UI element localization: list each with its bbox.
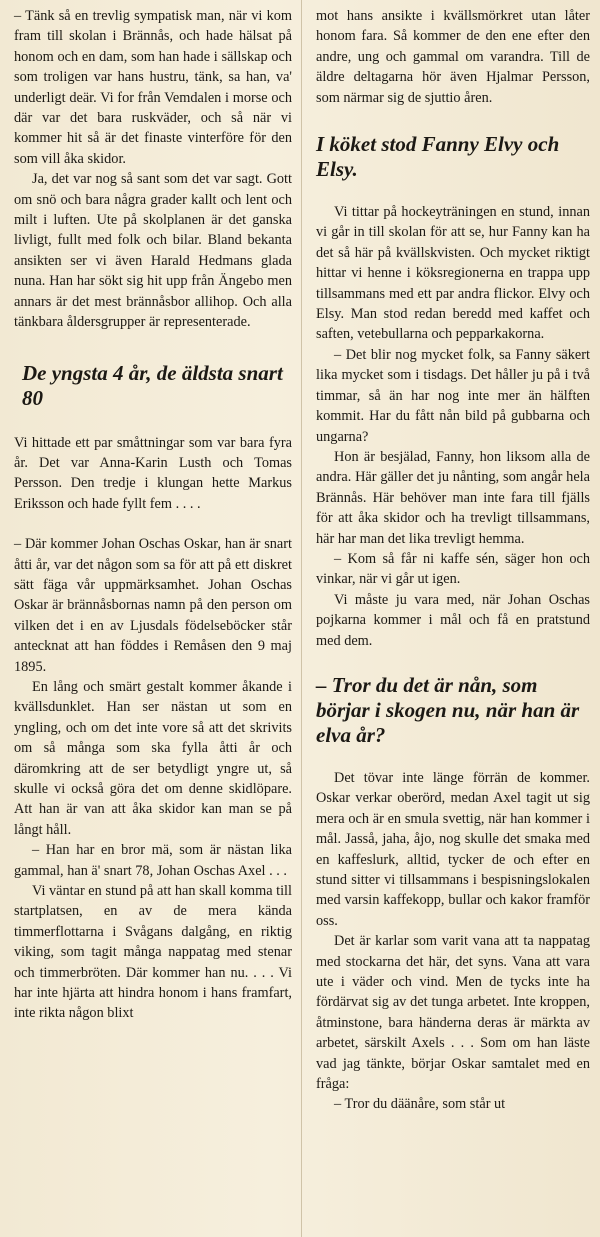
paragraph: Vi hittade ett par småttningar som var bara fyra år. Det var Anna-Karin Lusth och Tomas Persson. Den tredje i klungan hette Markus Eriksson och hade fyllt fem . . . .: [14, 434, 292, 512]
paragraph: Hon är besjälad, Fanny, hon liksom alla de andra. Här gäller det ju nånting, som angår hela Brännås. Här behöver man inte fara till fjälls för att åka skidor och ha trevligt tillsammans, här har man det lika trevligt hemma.: [316, 448, 590, 547]
paragraph: – Kom så får ni kaffe sén, säger hon och vinkar, när vi går ut igen.: [316, 550, 590, 588]
paragraph: mot hans ansikte i kvällsmörkret utan låter honom fara. Så kommer de den ene efter den andre, ung och gammal om varandra. Till de äldre deltagarna hör även Hjalmar Persson, som närmar sig de sjuttio åren.: [316, 8, 590, 106]
paragraph: – Tänk så en trevlig sympatisk man, när vi kom fram till skolan i Brännås, och hade hälsat på honom och en dam, som han hade i sällskap och som troligen var hans hustru, tänk, sa han, va' underligt deär. Vi for från Vemdalen i morse och där var det bara ruskväder, och så när vi kommer hit så är det finaste vinterföre för den som vill åka skidor.: [14, 8, 292, 167]
paragraph: Det tövar inte länge förrän de kommer. Oskar verkar oberörd, medan Axel tagit ut sig mera och är en smula svettig, när han kommer i mål. Jasså, jaha, åjo, nog skulle det smaka med en kaffeslurk, alltid, tycker de och efter en stund sitter vi tillsammans i bespisningslokalen med varsin kaffekopp, bullar och kakor framför oss.: [316, 769, 590, 929]
paragraph: Vi tittar på hockeyträningen en stund, innan vi går in till skolan för att se, hur Fanny kan ha det så här på kvällskvisten. Och mycket riktigt hittar vi henne i köksregionerna en trappa upp tillsammans med ett par andra flickor. Elvy och Elsy. Man stod redan beredd med kaffet och saften, vetebullarna och pepparkakorna.: [316, 204, 590, 343]
paragraph: Det är karlar som varit vana att ta nappatag med stockarna det här, det syns. Vana att vara ute i väder och vind. Men de tycks inte ha fördärvat sig av det tunga arbetet. Inte kroppen, åtminstone, bara händerna deras är märkta av arbetet, särskilt Axels . . . Som om han läste vad jag tänkte, börjar Oskar samtalet med en fråga:: [316, 933, 590, 1093]
section-heading: – Tror du det är nån, som börjar i skogen nu, när han är elva år?: [316, 672, 580, 747]
paragraph: Ja, det var nog så sant som det var sagt. Gott om snö och bara några grader kallt och lent och milt i luften. Ute på skolplanen är det ganska livligt, fullt med folk och bilar. Bland bekanta ansikten ser vi även Harald Hedmans glada nuna. Han har sökt sig hit upp från Ängebo men annars är det mest brännåsbor allihop. Och alla tänkbara åldersgrupper är representerade.: [14, 171, 292, 331]
spacer: [14, 411, 292, 433]
paragraph: – Han har en bror mä, som är nästan lika gammal, han ä' snart 78, Johan Oschas Axel . . .: [14, 842, 292, 879]
paragraph: – Tror du däänåre, som står ut: [334, 1096, 506, 1113]
paragraph: En lång och smärt gestalt kommer åkande i kvällsdunklet. Han ser nästan ut som en yngling, och om det inte vore så att det skrivits om så många som ska fylla åtti år och däromkring att de ser betydligt yngre ut, så skulle vi också göra det om denne skidlöpare. Att han är van att åka skidor kan man se på långt håll.: [14, 678, 292, 838]
column-divider: [301, 0, 302, 1237]
right-column: [306, 0, 600, 1237]
spacer: [14, 514, 292, 534]
paragraph: Vi väntar en stund på att han skall komma till startplatsen, en av de mera kända timmerflottarna i Svågans dalgång, en riktig viking, som tagit många nappatag med stenar och timmerbröten. Där kommer han nu. . . . Vi har inte hjärta att hindra honom i hans framfart, inte rikta någon blixt: [14, 883, 293, 1022]
section-heading: De yngsta 4 år, de äldsta snart 80: [22, 360, 283, 410]
paragraph: – Det blir nog mycket folk, sa Fanny säkert lika mycket som i tisdags. Det håller ju på i två timmar, så än har nog inte mer än hälften kommit. Har du fått nån bild på gubbarna och ungarna?: [316, 346, 590, 445]
paragraph: – Där kommer Johan Oschas Oskar, han är snart åtti år, var det någon som sa för att på ett diskret sätt fäga vår uppmärksamhet. Johan Oschas Oskar är brännåsbornas namn på den person om vilken det i en av Ljusdals födelseböcker står antecknat att han föddes i Remåsen den 9 maj 1895.: [14, 536, 292, 675]
paragraph: Vi måste ju vara med, när Johan Oschas pojkarna kommer i mål och få en pratstund med dem.: [316, 591, 590, 649]
section-heading: I köket stod Fanny Elvy och Elsy.: [316, 132, 560, 182]
